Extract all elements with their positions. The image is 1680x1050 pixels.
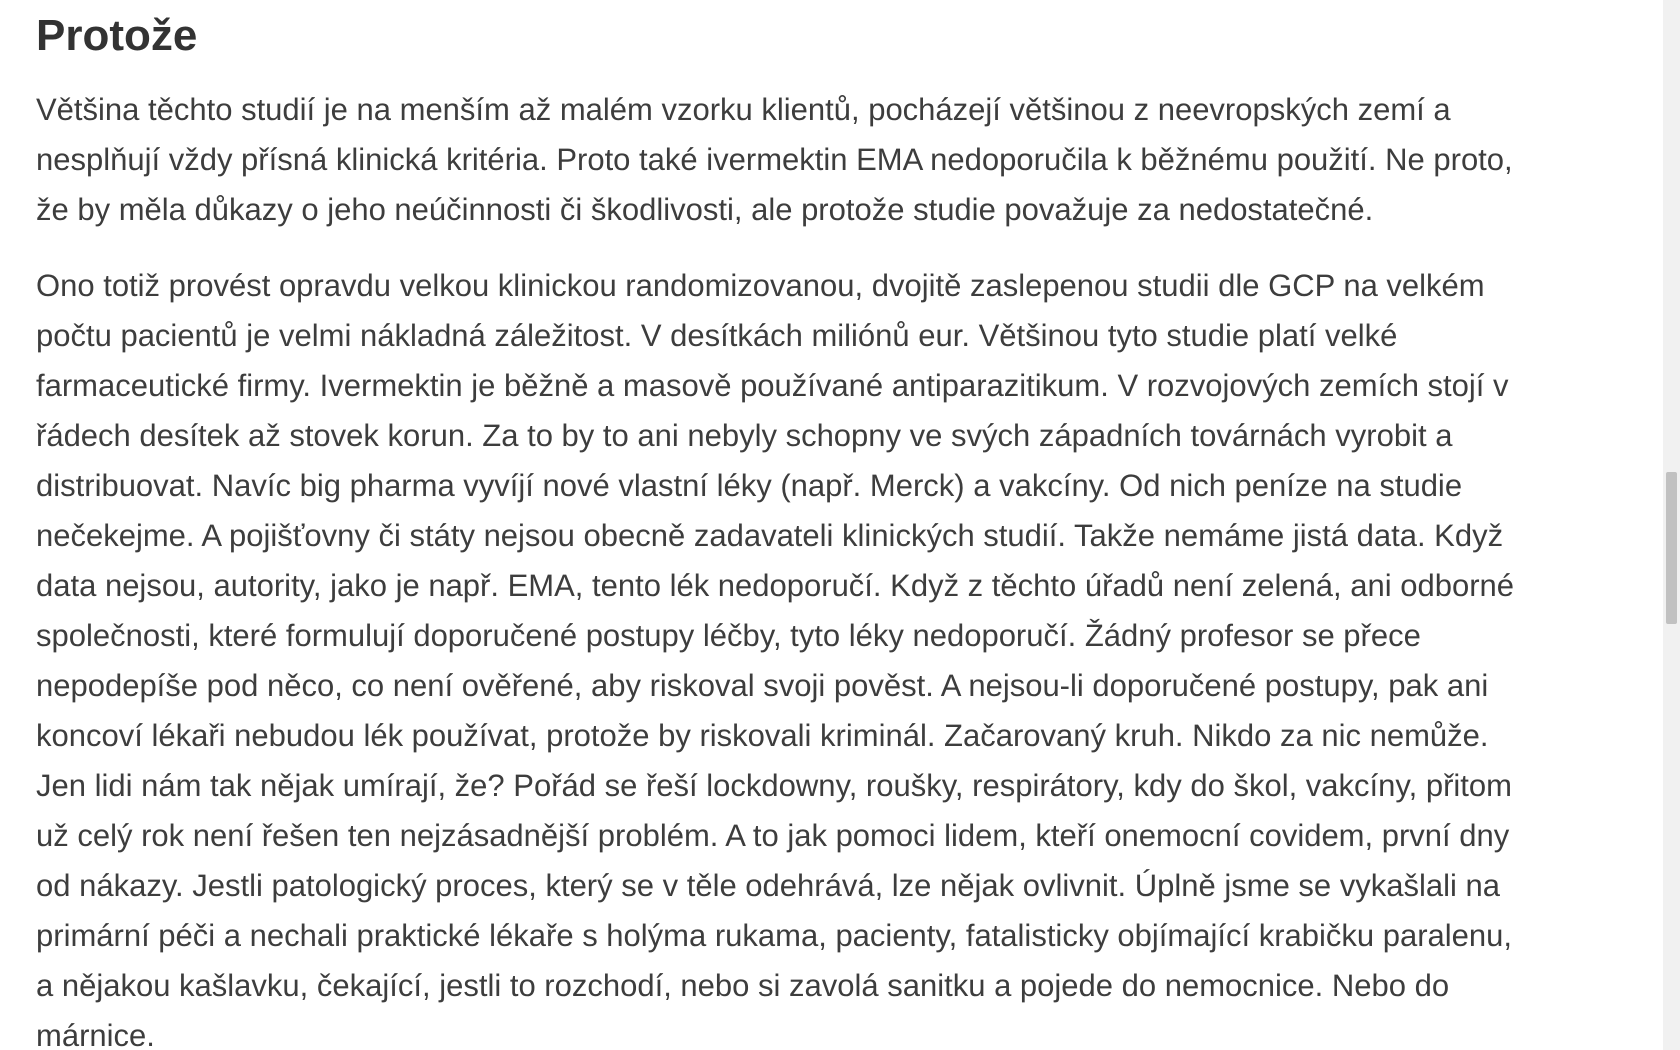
text-line: distribuovat. Navíc big pharma vyvíjí nové vlastní léky (např. Merck) a vakcíny. Od nich peníze na studie (36, 468, 1463, 503)
text-line: od nákazy. Jestli patologický proces, který se v těle odehrává, lze nějak ovlivnit. Úplně jsme se vykašlali na (36, 868, 1501, 903)
text-line: řádech desítek až stovek korun. Za to by to ani nebyly schopny ve svých západních továrnách vyrobit a (36, 418, 1453, 453)
article-content (36, 0, 1616, 1050)
text-line: Jen lidi nám tak nějak umírají, že? Pořád se řeší lockdowny, roušky, respirátory, kdy do škol, vakcíny, přitom (36, 768, 1512, 803)
text-line: koncoví lékaři nebudou lék používat, protože by riskovali kriminál. Začarovaný kruh. Nikdo za nic nemůže. (36, 718, 1489, 753)
text-line: nepodepíše pod něco, co není ověřené, aby riskoval svoji pověst. A nejsou-li doporučené postupy, pak ani (36, 668, 1489, 703)
text-line: Většina těchto studií je na menším až malém vzorku klientů, pocházejí většinou z neevropských zemí a (36, 92, 1451, 127)
text-line: márnice. (36, 1018, 155, 1050)
paragraph-2 (36, 261, 1616, 1050)
text-line: společnosti, které formulují doporučené postupy léčby, tyto léky nedoporučí. Žádný profesor se přece (36, 618, 1421, 653)
text-line: nesplňují vždy přísná klinická kritéria. Proto také ivermektin EMA nedoporučila k běžnému použití. Ne proto, (36, 142, 1513, 177)
scrollbar-thumb[interactable] (1666, 472, 1677, 624)
text-line: farmaceutické firmy. Ivermektin je běžně a masově používané antiparazitikum. V rozvojových zemích stojí v (36, 368, 1509, 403)
text-line: a nějakou kašlavku, čekající, jestli to rozchodí, nebo si zavolá sanitku a pojede do nemocnice. Nebo do (36, 968, 1450, 1003)
section-heading: Protože (36, 11, 198, 60)
text-line: že by měla důkazy o jeho neúčinnosti či škodlivosti, ale protože studie považuje za nedostatečné. (36, 192, 1374, 227)
text-line: data nejsou, autority, jako je např. EMA, tento lék nedoporučí. Když z těchto úřadů není zelená, ani odborné (36, 568, 1515, 603)
text-line: už celý rok není řešen ten nejzásadnější problém. A to jak pomoci lidem, kteří onemocní covidem, první dny (36, 818, 1510, 853)
text-line: nečekejme. A pojišťovny či státy nejsou obecně zadavateli klinických studií. Takže nemáme jistá data. Když (36, 518, 1504, 553)
paragraph-1 (36, 85, 1616, 235)
text-line: Ono totiž provést opravdu velkou klinickou randomizovanou, dvojitě zaslepenou studii dle GCP na velkém (36, 268, 1485, 303)
text-line: primární péči a nechali praktické lékaře s holýma rukama, pacienty, fatalisticky objímající krabičku paralenu, (36, 918, 1513, 953)
vertical-scrollbar[interactable] (1663, 0, 1680, 1050)
text-line: počtu pacientů je velmi nákladná záležitost. V desítkách miliónů eur. Většinou tyto studie platí velké (36, 318, 1398, 353)
